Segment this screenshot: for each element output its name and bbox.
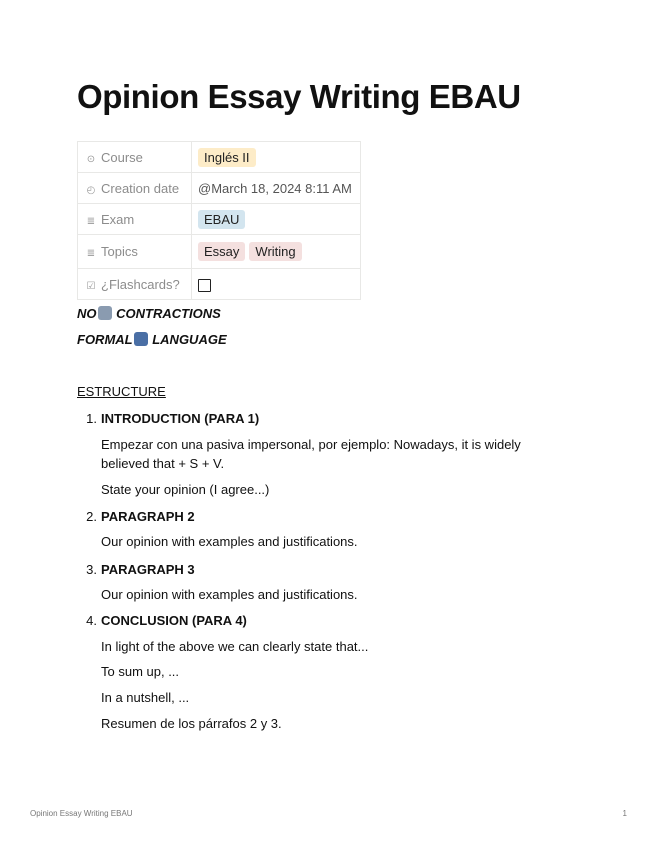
- page-title: Opinion Essay Writing EBAU: [77, 78, 521, 115]
- note-formal-language: FORMAL LANGUAGE: [77, 332, 227, 347]
- list-heading: PARAGRAPH 3: [101, 562, 195, 577]
- list-number: 3.: [86, 562, 97, 577]
- clock-icon: ◴: [86, 184, 96, 196]
- property-key: Course: [101, 149, 143, 165]
- checkbox-icon: ☑: [86, 280, 96, 292]
- businessperson-emoji-icon: [134, 332, 148, 346]
- topic-tag-essay[interactable]: Essay: [198, 242, 245, 261]
- paragraph: Our opinion with examples and justifications.: [101, 587, 358, 602]
- list-heading: PARAGRAPH 2: [101, 509, 195, 524]
- exam-tag[interactable]: EBAU: [198, 210, 245, 229]
- properties-table: [77, 141, 361, 300]
- paragraph: To sum up, ...: [101, 664, 180, 679]
- property-key: Exam: [101, 211, 135, 227]
- property-course: [78, 142, 361, 173]
- property-key: Creation date: [101, 180, 180, 196]
- list-heading: CONCLUSION (PARA 4): [101, 613, 247, 628]
- list-icon: ≣: [86, 248, 96, 259]
- course-tag[interactable]: Inglés II: [198, 148, 256, 167]
- page-number: 1: [622, 809, 627, 818]
- list-heading: INTRODUCTION (PARA 1): [101, 411, 260, 426]
- property-key: Topics: [101, 244, 138, 259]
- property-creation-date: [78, 173, 361, 204]
- list-number: 4.: [86, 613, 97, 628]
- list-number: 2.: [86, 509, 97, 524]
- creation-date-value: @March 18, 2024 8:11 AM: [198, 180, 352, 196]
- topic-tag-writing[interactable]: Writing: [249, 242, 301, 261]
- property-exam: [78, 204, 361, 235]
- person-gesturing-no-emoji-icon: [98, 306, 112, 320]
- property-key: ¿Flashcards?: [101, 276, 180, 292]
- section-title: ESTRUCTURE: [77, 384, 166, 399]
- paragraph: Our opinion with examples and justifications.: [101, 534, 358, 549]
- list-number: 1.: [86, 411, 97, 426]
- list-icon: ≣: [86, 215, 96, 227]
- property-flashcards: [78, 269, 361, 300]
- paragraph: State your opinion (I agree...): [101, 482, 270, 497]
- footer-title: Opinion Essay Writing EBAU: [30, 809, 133, 818]
- paragraph: In light of the above we can clearly state that...: [101, 639, 369, 654]
- paragraph: Resumen de los párrafos 2 y 3.: [101, 716, 282, 731]
- property-topics: [78, 235, 361, 269]
- paragraph: Empezar con una pasiva impersonal, por ejemplo: Nowadays, it is widely believed that + S + V.: [101, 437, 521, 471]
- flashcards-checkbox[interactable]: [198, 279, 211, 292]
- paragraph: In a nutshell, ...: [101, 690, 190, 705]
- select-icon: ⊙: [86, 153, 96, 165]
- note-no-contractions: NO CONTRACTIONS: [77, 306, 221, 321]
